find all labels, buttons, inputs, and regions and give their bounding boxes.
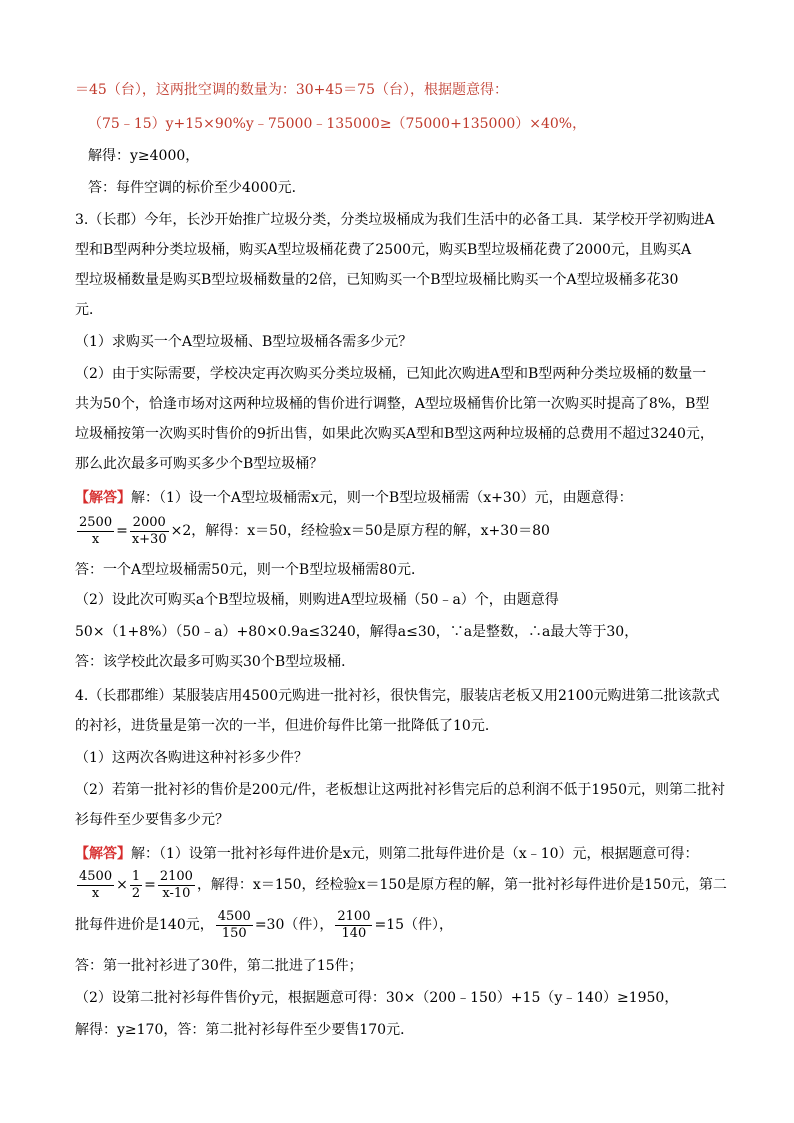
fraction-numerator: 2500 — [79, 514, 113, 530]
question-4-text: 的衬衫，进货量是第一次的一半，但进价每件比第一批降低了10元． — [75, 718, 499, 734]
answer-text: 解：（1）设一个A型垃圾桶需x元，则一个B型垃圾桶需（x+30）元，由题意得： — [131, 490, 633, 506]
question-4-part-1: （1）这两次各购进这种衬衫多少件？ — [75, 750, 308, 766]
fraction-denominator: 150 — [221, 925, 247, 941]
question-3-text: 3.（长郡）今年，长沙开始推广垃圾分类，分类垃圾桶成为我们生活中的必备工具．某学校开学初购进A — [75, 212, 715, 228]
fraction-denominator: 2 — [131, 885, 141, 901]
answer-4-equation: $\frac{4500}{x}$ × $\frac{1}{2}$ = $\frac{2100}{x-10}$ ，解得：x＝150，经检验x＝150是原方程的解，第一批衬衫每件进价是150元，第二 — [79, 868, 727, 901]
question-4-part-2: 衫每件至少要售多少元？ — [75, 812, 229, 828]
answer-text: =30（件）， — [254, 917, 334, 933]
answer-text: =15（件）， — [374, 917, 454, 933]
answer-text: 解：（1）设第一批衬衫每件进价是x元，则第二批每件进价是（x﹣10）元，根据题意可得： — [131, 846, 699, 862]
answer-text: 批每件进价是140元， — [75, 917, 214, 933]
question-3-part-2: 垃圾桶按第一次购买时售价的9折出售，如果此次购买A型和B型这两种垃圾桶的总费用不超过3240元， — [75, 426, 714, 442]
question-3-part-2: 那么此次最多可购买多少个B型垃圾桶？ — [75, 456, 324, 472]
answer-4-line: 解得：y≥170，答：第二批衬衫每件至少要售170元． — [75, 1022, 415, 1038]
question-4-part-2: （2）若第一批衬衫的售价是200元/件，老板想让这两批衬衫售完后的总利润不低于1950元，则第二批衬 — [75, 782, 725, 798]
fraction — [335, 909, 372, 942]
solution-result: 解得：y≥4000， — [88, 148, 200, 164]
answer-3-line: 50×（1+8%）（50﹣a）+80×0.9a≤3240，解得a≤30，∵a是整数，∴a最大等于30， — [75, 624, 639, 640]
fraction-denominator: 140 — [341, 925, 367, 941]
question-3-text: 型和B型两种分类垃圾桶，购买A型垃圾桶花费了2500元，购买B型垃圾桶花费了2000元，且购买A — [75, 242, 692, 258]
fraction — [216, 909, 253, 942]
equation-tail: ，解得：x＝150，经检验x＝150是原方程的解，第一批衬衫每件进价是150元，第二 — [196, 877, 727, 893]
answer-3-line-1 — [75, 488, 633, 508]
equation-tail: ×2，解得：x＝50，经检验x＝50是原方程的解，x+30＝80 — [170, 523, 550, 539]
fraction-numerator: 2100 — [337, 908, 371, 924]
answer-4-line: 答：第一批衬衫进了30件，第二批进了15件； — [75, 958, 363, 974]
answer-tag: 【解答】 — [75, 490, 131, 506]
fraction-denominator: x — [91, 885, 100, 901]
fraction — [77, 515, 114, 548]
answer-4-line-1 — [75, 844, 699, 864]
fraction-denominator: x — [91, 531, 100, 547]
solution-inequality: （75﹣15）y+15×90%y﹣75000﹣135000≥（75000+135000）×40%， — [88, 116, 587, 132]
fraction-denominator: x+30 — [131, 531, 167, 547]
solution-answer: 答：每件空调的标价至少4000元． — [88, 180, 306, 196]
fraction-numerator: 2000 — [130, 515, 169, 532]
fraction-numerator: 1 — [131, 868, 141, 884]
fraction — [158, 869, 195, 902]
answer-3-line: （2）设此次可购买a个B型垃圾桶，则购进A型垃圾桶（50﹣a）个，由题意得 — [75, 592, 559, 608]
fraction-denominator: x-10 — [162, 885, 191, 901]
answer-3-line: 答：一个A型垃圾桶需50元，则一个B型垃圾桶需80元． — [75, 562, 426, 578]
solution-line: ＝45（台），这两批空调的数量为：30+45＝75（台），根据题意得： — [75, 82, 508, 98]
answer-3-equation: $\frac{2500}{x}$ = $\frac{2000}{x+30}$ ×2，解得：x＝50，经检验x＝50是原方程的解，x+30＝80 — [79, 514, 550, 547]
fraction — [77, 869, 114, 902]
fraction — [130, 515, 169, 548]
fraction-numerator: 2100 — [159, 868, 193, 884]
answer-3-line: 答：该学校此次最多可购买30个B型垃圾桶． — [75, 654, 356, 670]
question-3-text: 元． — [75, 302, 103, 318]
answer-tag: 【解答】 — [75, 846, 131, 862]
fraction — [130, 869, 142, 902]
fraction-numerator: 4500 — [79, 868, 113, 884]
fraction-numerator: 4500 — [217, 908, 251, 924]
answer-4-line: （2）设第二批衬衫每件售价y元，根据题意可得：30×（200﹣150）+15（y﹣140）≥1950， — [75, 990, 679, 1006]
question-4-text: 4.（长郡郡维）某服装店用4500元购进一批衬衫，很快售完，服装店老板又用2100元购进第二批该款式 — [75, 688, 720, 704]
question-3-part-2: （2）由于实际需要，学校决定再次购买分类垃圾桶，已知此次购进A型和B型两种分类垃圾桶的数量一 — [75, 366, 707, 382]
answer-4-computation — [75, 908, 453, 942]
question-3-part-1: （1）求购买一个A型垃圾桶、B型垃圾桶各需多少元？ — [75, 334, 413, 350]
question-3-part-2: 共为50个，恰逢市场对这两种垃圾桶的售价进行调整，A型垃圾桶售价比第一次购买时提高了8%，B型 — [75, 396, 710, 412]
question-3-text: 型垃圾桶数量是购买B型垃圾桶数量的2倍，已知购买一个B型垃圾桶比购买一个A型垃圾桶多花30 — [75, 272, 679, 288]
